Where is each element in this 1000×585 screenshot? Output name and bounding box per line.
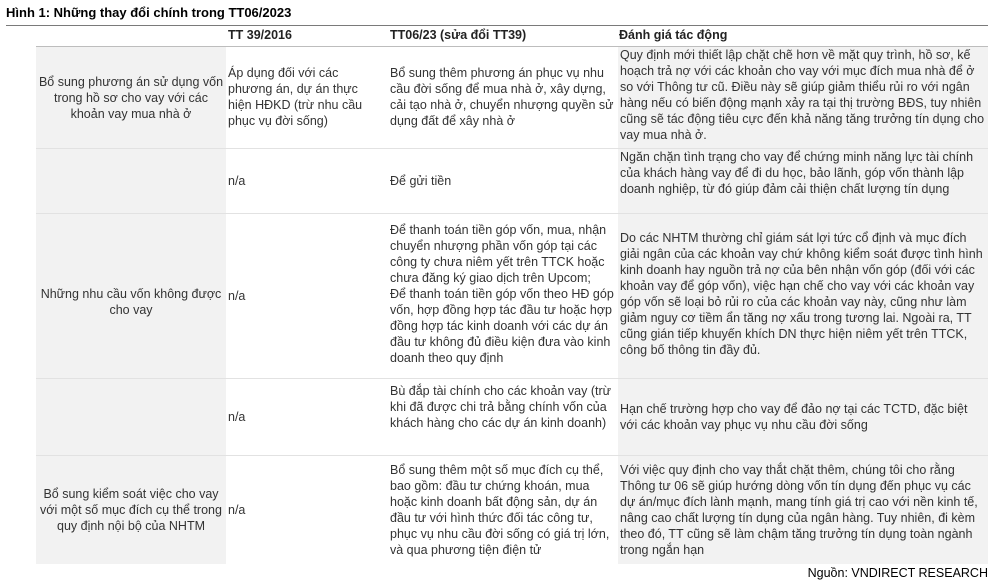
cell-tt06: Bù đắp tài chính cho các khoản vay (trừ khi đã được chi trả bằng chính vốn của khách hàng cho các dự án kinh doanh) bbox=[390, 384, 611, 430]
cell-impact: Do các NHTM thường chỉ giám sát lợi tức cổ định và mục đích giải ngân của các khoản vay chứ không kiểm soát được tình hình kinh doanh hay nguồn trả nợ của bên nhận vốn góp (đối với các khoản vay để góp vốn), việc hạn chế cho vay với các khoản vay góp vốn sẽ loại bỏ rủi ro của các khoản vay này, cũng như làm giảm nguy cơ tiềm ẩn tăng nợ xấu trong tương lai. Ngoài ra, TT cũng gián tiếp khuyến khích DN thực hiện niêm yết trên TTCK, công bố thông tin đầy đủ. bbox=[618, 214, 988, 378]
table-subrow-deposit bbox=[36, 149, 988, 214]
cell-tt39: n/a bbox=[228, 174, 246, 188]
title-divider bbox=[6, 25, 988, 26]
table-subrow-capital-contribution bbox=[36, 214, 988, 379]
cell-tt06-part-a: Để thanh toán tiền góp vốn, mua, nhận chuyển nhượng phần vốn góp tại các công ty chưa niêm yết trên TTCK hoặc chưa đăng ký giao dịch trên Upcom; bbox=[390, 223, 607, 285]
row-topic: Những nhu cầu vốn không được cho vay bbox=[36, 149, 226, 455]
cell-tt06: Bổ sung thêm phương án phục vụ nhu cầu đời sống để mua nhà ở, xây dựng, cải tạo nhà ở, chuyển nhượng quyền sử dụng đất để xây nhà ở bbox=[390, 66, 614, 128]
figure-title: Hình 1: Những thay đổi chính trong TT06/2023 bbox=[6, 5, 292, 20]
cell-tt06: Bổ sung thêm một số mục đích cụ thể, bao gồm: đầu tư chứng khoán, mua hoặc kinh doanh bất động sản, dự án đầu tư với hình thức đối tác công tư, phục vụ nhu cầu đời sống có giá trị lớn, và qua phương tiện điện tử bbox=[390, 463, 610, 557]
table-subrow-refinance bbox=[36, 379, 988, 456]
cell-tt39: Áp dụng đối với các phương án, dự án thực hiện HĐKD (trừ nhu cầu phục vụ đời sống) bbox=[228, 66, 363, 128]
cell-impact: Với việc quy định cho vay thắt chặt thêm, chúng tôi cho rằng Thông tư 06 sẽ giúp hướng dòng vốn tín dụng đến phục vụ các dự án/mục đích lành mạnh, mang tính giá trị cao với nền kinh tế, nâng cao chất lượng tín dụng của ngân hàng. Tuy nhiên, đi kèm theo đó, TT cũng sẽ làm chậm tăng trưởng tín dụng toàn ngành trong ngắn hạn bbox=[618, 456, 988, 564]
source-note: Nguồn: VNDIRECT RESEARCH bbox=[807, 566, 988, 580]
row-topic: Bổ sung kiểm soát việc cho vay với một số mục đích cụ thể trong quy định nội bộ của NHTM bbox=[36, 456, 226, 564]
table-row-internal-control bbox=[36, 456, 988, 564]
cell-tt39: n/a bbox=[228, 503, 246, 517]
header-impact: Đánh giá tác động bbox=[619, 28, 728, 42]
table-row-home-loans bbox=[36, 47, 988, 149]
cell-tt06: Để gửi tiền bbox=[390, 174, 452, 188]
cell-tt39: n/a bbox=[228, 289, 246, 303]
cell-impact: Ngăn chặn tình trạng cho vay để chứng minh năng lực tài chính của khách hàng vay để đi du học, bảo lãnh, góp vốn thành lập doanh nghiệp, từ đó giúp đảm cải thiện chất lượng tín dụng bbox=[618, 149, 988, 213]
cell-tt39: n/a bbox=[228, 410, 246, 424]
header-tt39: TT 39/2016 bbox=[228, 28, 292, 42]
row-topic: Bổ sung phương án sử dụng vốn trong hồ sơ cho vay với các khoản vay mua nhà ở bbox=[36, 47, 226, 148]
cell-tt06 bbox=[390, 214, 616, 378]
cell-impact: Hạn chế trường hợp cho vay để đảo nợ tại các TCTD, đặc biệt với các khoản vay phục vụ nhu cầu đời sống bbox=[618, 379, 988, 455]
header-tt06: TT06/23 (sửa đổi TT39) bbox=[390, 28, 527, 42]
cell-impact: Quy định mới thiết lập chặt chẽ hơn về mặt quy trình, hồ sơ, kế hoạch trả nợ với các khoản cho vay với mục đích mua nhà để ở so với Thông tư cũ. Điều này sẽ giúp giảm thiểu rủi ro với ngân hàng nếu có biến động mạnh xảy ra tại thị trường BĐS, tuy nhiên cũng sẽ tác động tiêu cực đến khả năng tăng trưởng tín dụng cho vay mua nhà ở. bbox=[618, 47, 988, 148]
cell-tt06-part-b: Để thanh toán tiền góp vốn theo HĐ góp vốn, hợp đồng hợp tác đầu tư hoặc hợp đồng hợp tác kinh doanh với các dự án đầu tư không đủ điều kiện đưa vào kinh doanh theo quy định bbox=[390, 287, 614, 365]
